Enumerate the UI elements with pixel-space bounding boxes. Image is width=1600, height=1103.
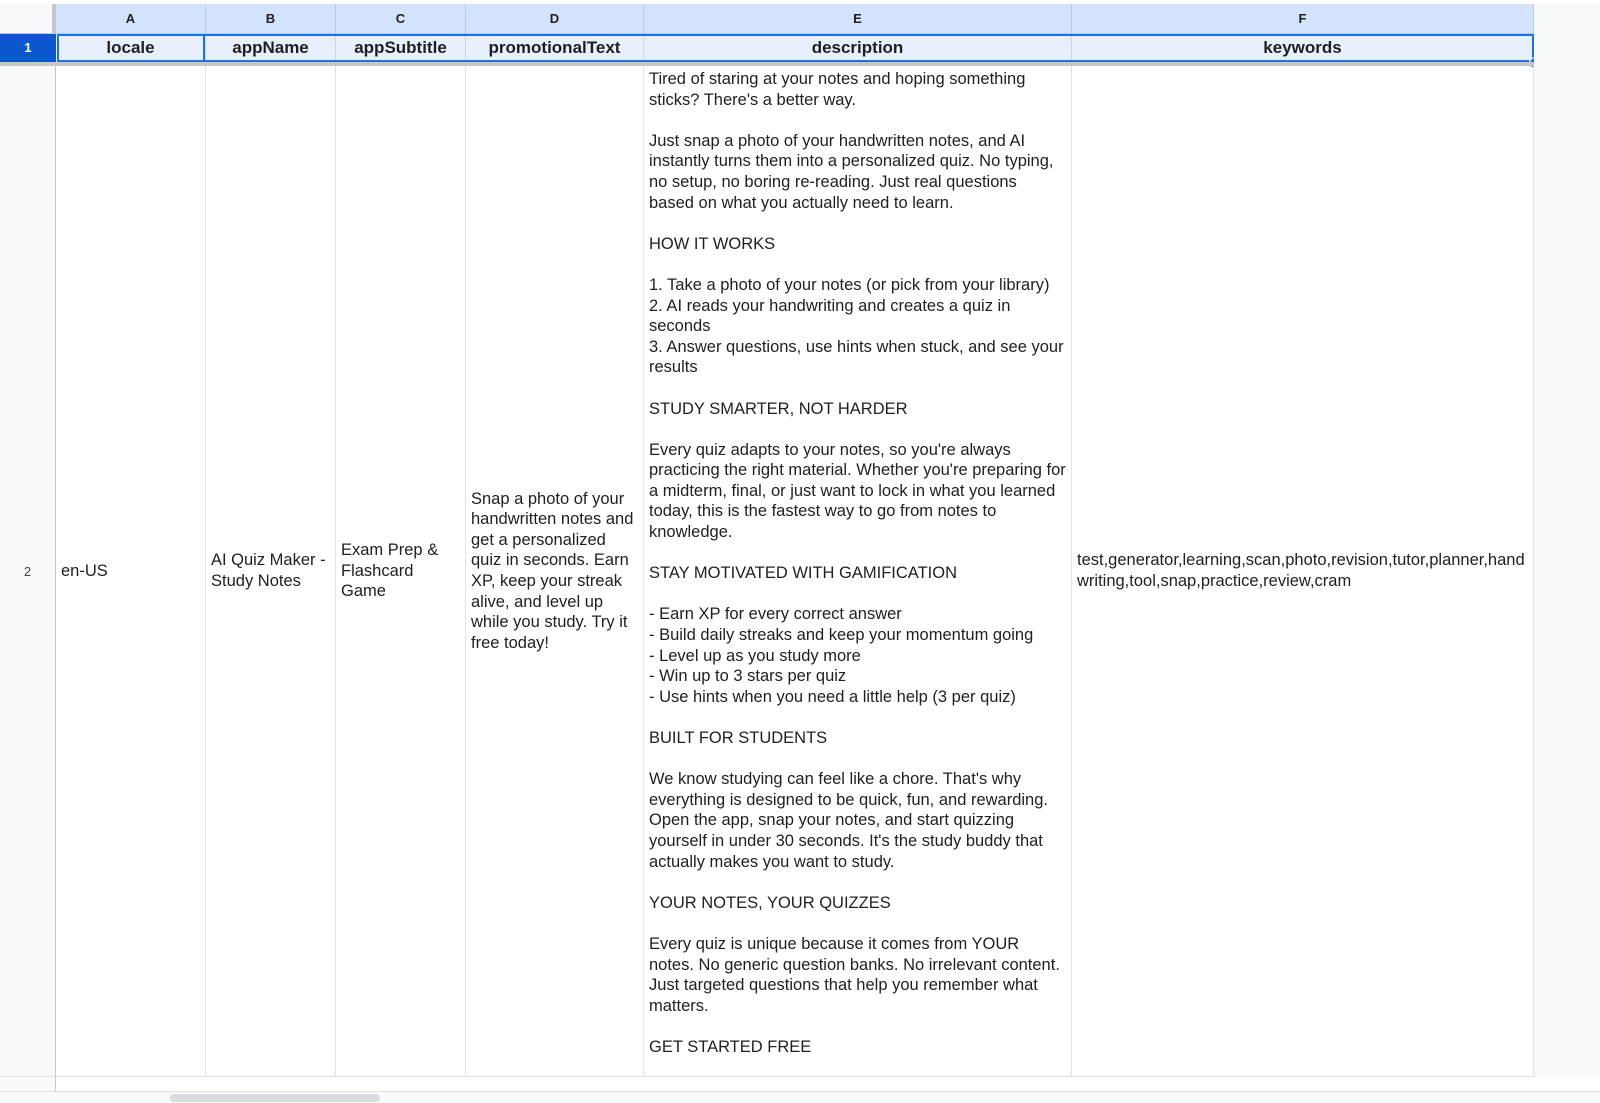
column-header-f[interactable]: F <box>1072 4 1534 34</box>
cell-e2[interactable] <box>644 66 1072 1076</box>
column-header-a[interactable]: A <box>56 4 206 34</box>
cell-f1[interactable]: keywords <box>1072 34 1534 62</box>
cell-b2[interactable] <box>206 66 336 1076</box>
column-header-c[interactable]: C <box>336 4 466 34</box>
row-divider <box>0 1076 1534 1077</box>
select-all-corner[interactable] <box>0 4 56 34</box>
cell-c1[interactable]: appSubtitle <box>336 34 466 62</box>
column-header-bar <box>0 4 1600 34</box>
cell-a2[interactable] <box>56 66 206 1076</box>
cell-b1[interactable]: appName <box>206 34 336 62</box>
grid-empty-area <box>1534 34 1600 1077</box>
column-header-e[interactable]: E <box>644 4 1072 34</box>
cell-d1[interactable]: promotionalText <box>466 34 644 62</box>
column-header-b[interactable]: B <box>206 4 336 34</box>
cell-d2[interactable] <box>466 66 644 1076</box>
row-number-label: 2 <box>23 563 32 579</box>
row-header-2[interactable] <box>0 66 56 1076</box>
locale-value: en-US <box>61 561 108 580</box>
description-value: Tired of staring at your notes and hoping something sticks? There's a better way. Just snap a photo of your handwritten notes, and AI instantly turns them into a personalized quiz. No typing, no setup, no boring re-reading. Just real questions based on what you actually need to learn. HOW IT WORKS 1. Take a photo of your notes (or pick from your library) 2. AI reads your handwriting and creates a quiz in seconds 3. Answer questions, use hints when stuck, and see your results STUDY SMARTER, NOT HARDER Every quiz adapts to your notes, so you're always practicing the right material. Whether you're preparing for a midterm, final, or just want to lock in what you learned today, this is the fastest way to go from notes to knowledge. STAY MOTIVATED WITH GAMIFICATION - Earn XP for every correct answer - Build daily streaks and keep your momentum going - Level up as you study more - Win up to 3 stars per quiz - Use hints when you need a little help (3 per quiz) BUILT FOR STUDENTS We know studying can feel like a chore. That's why everything is designed to be quick, fun, and rewarding. Open the app, snap your notes, and start quizzing yourself in under 30 seconds. It's the study buddy that actually makes you want to study. YOUR NOTES, YOUR QUIZZES Every quiz is unique because it comes from YOUR notes. No generic question banks. No irrelevant content. Just targeted questions that help you remember what matters. GET STARTED FREE <box>649 70 1066 1056</box>
column-header-d[interactable]: D <box>466 4 644 34</box>
horizontal-scrollbar-thumb[interactable] <box>170 1094 380 1102</box>
app-subtitle-value: Exam Prep & Flashcard Game <box>341 541 443 601</box>
keywords-value: test,generator,learning,scan,photo,revision,tutor,planner,handwriting,tool,snap,practice,review,cram <box>1077 551 1525 590</box>
promotional-text-value: Snap a photo of your handwritten notes and get a personalized quiz in seconds. Earn XP, keep your streak alive, and level up while you study. Try it free today! <box>471 489 638 652</box>
column-header-empty <box>1534 4 1600 35</box>
cell-f2[interactable] <box>1072 66 1534 1076</box>
app-name-value: AI Quiz Maker - Study Notes <box>211 551 331 590</box>
row-header-1[interactable]: 1 <box>0 34 56 62</box>
cell-c2[interactable] <box>336 66 466 1076</box>
row-header-3[interactable] <box>0 1077 56 1091</box>
cell-e1[interactable]: description <box>644 34 1072 62</box>
cell-a1[interactable]: locale <box>56 34 206 62</box>
